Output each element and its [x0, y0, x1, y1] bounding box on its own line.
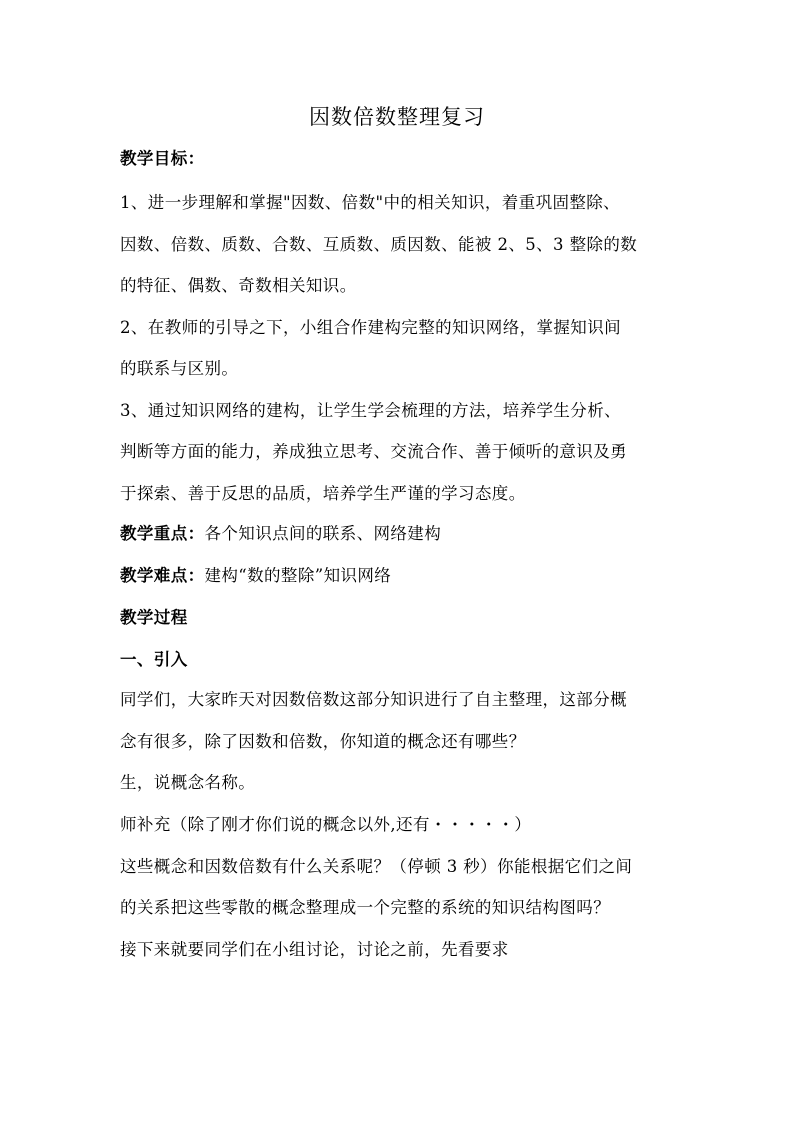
difficulty-label: 教学难点： — [120, 566, 205, 585]
key-point-row — [120, 522, 680, 546]
paragraph-line-5: 这些概念和因数倍数有什么关系呢？（停顿 3 秒）你能根据它们之间 — [120, 857, 633, 876]
paragraph-line-7: 接下来就要同学们在小组讨论，讨论之前，先看要求 — [120, 940, 509, 959]
objective-1-line-2: 因数、倍数、质数、合数、互质数、质因数、能被 2、5、3 整除的数 — [120, 235, 638, 254]
difficulty-text: 建构“数的整除”知识网络 — [204, 566, 392, 585]
objective-3-line-3: 于探索、善于反思的品质，培养学生严谨的学习态度。 — [120, 484, 526, 503]
objective-3-line-1: 3、通过知识网络的建构，让学生学会梳理的方法，培养学生分析、 — [120, 401, 621, 420]
paragraph-line-4: 师补充（除了刚才你们说的概念以外,还有・・・・・） — [120, 815, 532, 834]
paragraph-line-2: 念有很多，除了因数和倍数，你知道的概念还有哪些？ — [120, 732, 526, 751]
objective-1-line-1: 1、进一步理解和掌握"因数、倍数"中的相关知识，着重巩固整除、 — [120, 193, 621, 212]
objectives-heading: 教学目标： — [120, 149, 205, 168]
process-heading: 教学过程 — [120, 608, 188, 627]
objective-1-line-3: 的特征、偶数、奇数相关知识。 — [120, 276, 357, 295]
document-title: 因数倍数整理复习 — [309, 105, 485, 129]
objective-3-line-2: 判断等方面的能力，养成独立思考、交流合作、善于倾听的意识及勇 — [120, 442, 627, 461]
difficulty-row — [120, 564, 680, 588]
key-point-text: 各个知识点间的联系、网络建构 — [204, 524, 442, 543]
key-point-label: 教学重点： — [120, 524, 205, 543]
paragraph-line-1: 同学们，大家昨天对因数倍数这部分知识进行了自主整理，这部分概 — [120, 690, 627, 709]
objective-2-line-2: 的联系与区别。 — [120, 359, 239, 378]
paragraph-line-3: 生，说概念名称。 — [120, 773, 256, 792]
objective-2-line-1: 2、在教师的引导之下，小组合作建构完整的知识网络，掌握知识间 — [120, 318, 621, 337]
paragraph-line-6: 的关系把这些零散的概念整理成一个完整的系统的知识结构图吗？ — [120, 898, 611, 917]
section-1-heading: 一、引入 — [120, 650, 188, 669]
